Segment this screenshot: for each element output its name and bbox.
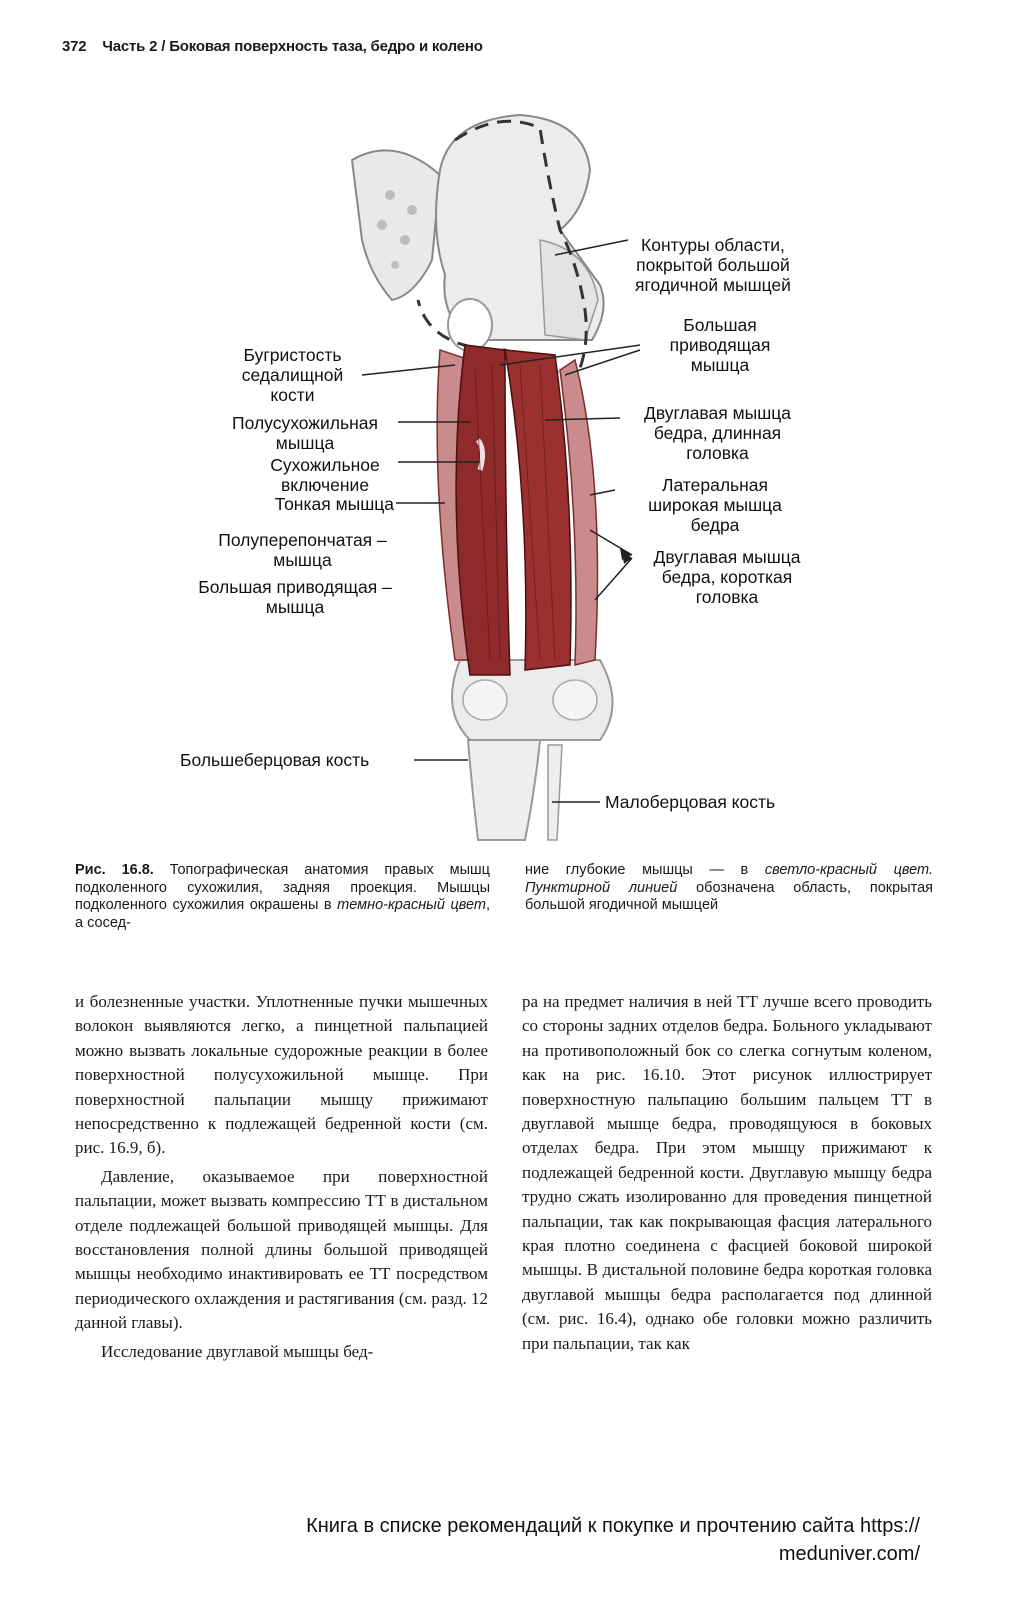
anatomy-figure <box>0 100 1025 860</box>
figure-caption-left: Рис. 16.8. Топографическая анатомия правых мышц подколенного сухожилия, задняя проекция. Мышцы подколенного сухожилия окрашены в темно-красный цвет, а сосед- <box>75 862 490 931</box>
label-gracilis: Тонкая мышца <box>274 494 394 514</box>
label-semimembranosus: Полуперепончатая – мышца <box>218 530 387 570</box>
label-biceps-short-head: Двуглавая мышца бедра, короткая головка <box>653 547 801 607</box>
paragraph: ра на предмет наличия в ней ТТ лучше всего проводить со стороны задних отделов бедра. Больного укладывают на противоположный бок со слегка согнутым коленом, как на рис. 16.10. Этот рисунок иллюстрирует поверхностную пальпацию большим пальцем ТТ в двуглавой мышце бедра, проводящуюся в боковых отделах бедра. При этом мышцу прижимают к подлежащей бедренной кости. Двуглавую мышцу бедра трудно сжать изолированно для проведения пинцетной пальпации, так как покрывающая фасция латерального края плотно соединена с фасцией боковой широкой мышцы. В дистальной половине бедра короткая головка двуглавой мышцы бедра располагается под длинной (см. рис. 16.4), однако обе головки можно различить при пальпации, так как <box>522 992 932 1353</box>
site-footer-note: Книга в списке рекомендаций к покупке и прочтению сайта https:// meduniver.com/ <box>306 1515 920 1565</box>
paragraph: Давление, оказываемое при поверхностной пальпации, может вызвать компрессию ТТ в дистальном отделе подлежащей большой приводящей мышцы. Для восстановления полной длины большой приводящей мышцы необходимо инактивировать ее ТТ посредством периодического охлаждения и растягивания (см. разд. 12 данной главы). <box>75 1166 488 1333</box>
figure-number: Рис. 16.8. <box>75 862 154 878</box>
label-adductor-magnus-left: Большая приводящая – мышца <box>198 577 392 617</box>
label-tendinous-inscription: Сухожильное включение <box>270 455 380 495</box>
page-header <box>62 38 483 55</box>
label-fibula: Малоберцовая кость <box>605 792 776 812</box>
label-adductor-magnus-right: Большая приводящая мышца <box>669 315 771 375</box>
label-semitendinosus: Полусухожильная мышца <box>232 413 378 453</box>
label-gluteus-contour: Контуры области, покрытой большой ягодичной мышцей <box>635 235 791 295</box>
label-vastus-lateralis: Латеральная широкая мышца бедра <box>648 475 782 535</box>
paragraph: Исследование двуглавой мышцы бед- <box>101 1341 374 1361</box>
page-number: 372 <box>62 38 87 55</box>
paragraph: и болезненные участки. Уплотненные пучки мышечных волокон выявляются легко, а пинцетной пальпацией можно вызвать локальные судорожные реакции в более поверхностной полусухожильной мышце. При поверхностной пальпации мышцу прижимают непосредственно к подлежащей бедренной кости (см. рис. 16.9, б). <box>75 992 488 1158</box>
figure-caption-right: ние глубокие мышцы — в светло-красный цвет. Пунктирной линией обозначена область, покрытая большой ягодичной мышцей <box>525 862 933 913</box>
label-tibia: Большеберцовая кость <box>180 750 370 770</box>
thigh-illustration <box>0 100 1025 860</box>
label-biceps-long-head: Двуглавая мышца бедра, длинная головка <box>643 403 792 463</box>
body-column-left <box>75 990 488 1364</box>
running-title: Часть 2 / Боковая поверхность таза, бедро и колено <box>102 38 483 55</box>
body-column-right <box>522 990 932 1356</box>
label-ischial-tuberosity: Бугристость седалищной кости <box>241 345 344 405</box>
